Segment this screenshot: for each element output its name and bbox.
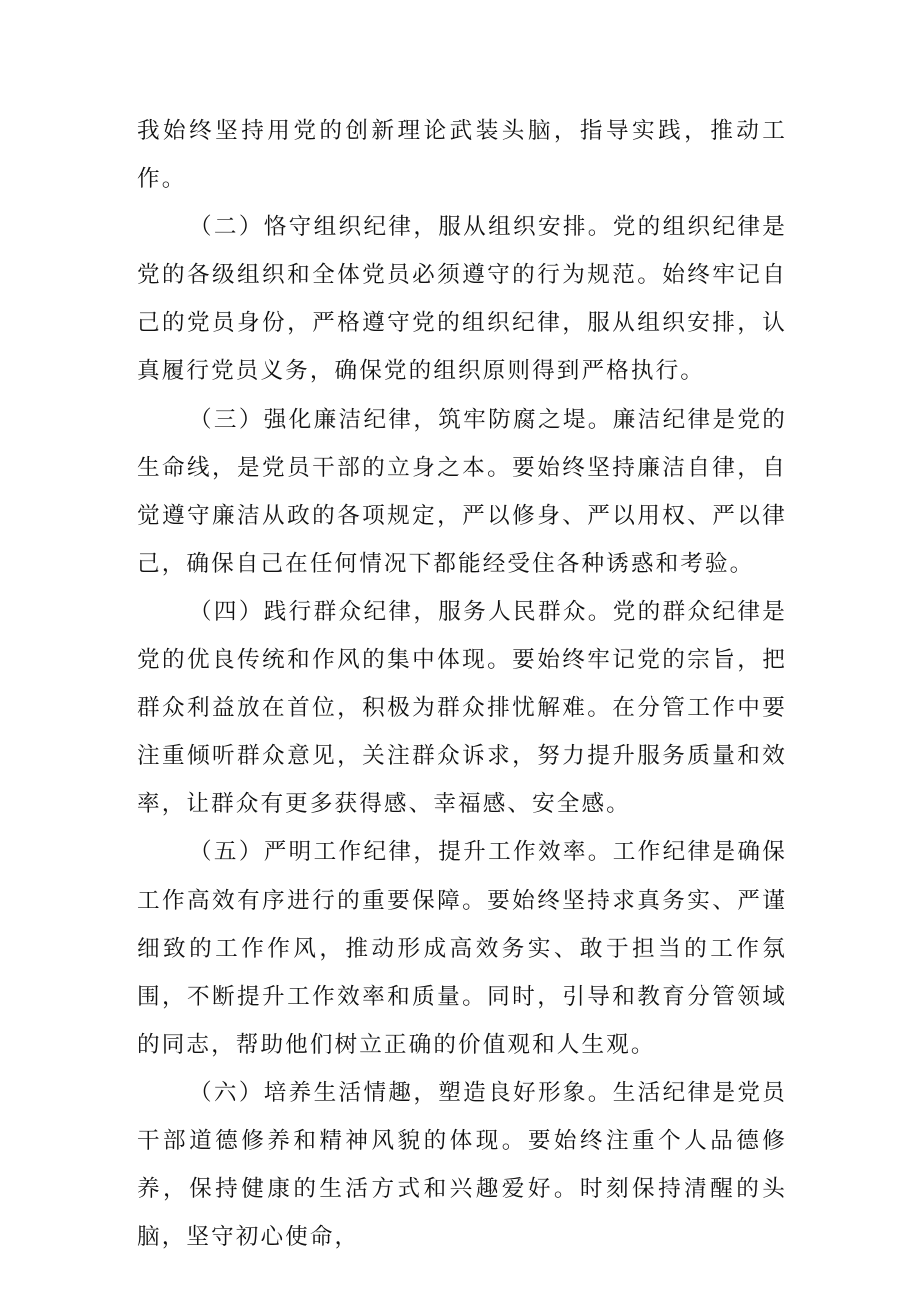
paragraph-continuation: 我始终坚持用党的创新理论武装头脑，指导实践，推动工作。 <box>137 118 787 193</box>
paragraph-life-discipline: （六）培养生活情趣，塑造良好形象。生活纪律是党员干部道德修养和精神风貌的体现。要始终注重个人品德修养，保持健康的生活方式和兴趣爱好。时刻保持清醒的头脑，坚守初心使命， <box>137 1079 787 1251</box>
paragraph-mass-discipline: （四）践行群众纪律，服务人民群众。党的群众纪律是党的优良传统和作风的集中体现。要始终牢记党的宗旨，把群众利益放在首位，积极为群众排忧解难。在分管工作中要注重倾听群众意见，关注群众诉求，努力提升服务质量和效率，让群众有更多获得感、幸福感、安全感。 <box>137 598 787 818</box>
paragraph-work-discipline: （五）严明工作纪律，提升工作效率。工作纪律是确保工作高效有序进行的重要保障。要始终坚持求真务实、严谨细致的工作作风，推动形成高效务实、敢于担当的工作氛围，不断提升工作效率和质量。同时，引导和教育分管领域的同志，帮助他们树立正确的价值观和人生观。 <box>137 839 787 1058</box>
paragraph-organizational-discipline: （二）恪守组织纪律，服从组织安排。党的组织纪律是党的各级组织和全体党员必须遵守的行为规范。始终牢记自己的党员身份，严格遵守党的组织纪律，服从组织安排，认真履行党员义务，确保党的组织原则得到严格执行。 <box>137 214 787 385</box>
paragraph-integrity-discipline: （三）强化廉洁纪律，筑牢防腐之堤。廉洁纪律是党的生命线，是党员干部的立身之本。要始终坚持廉洁自律，自觉遵守廉洁从政的各项规定，严以修身、严以用权、严以律己，确保自己在任何情况下都能经受住各种诱惑和考验。 <box>137 406 787 577</box>
document-body <box>137 107 787 1261</box>
